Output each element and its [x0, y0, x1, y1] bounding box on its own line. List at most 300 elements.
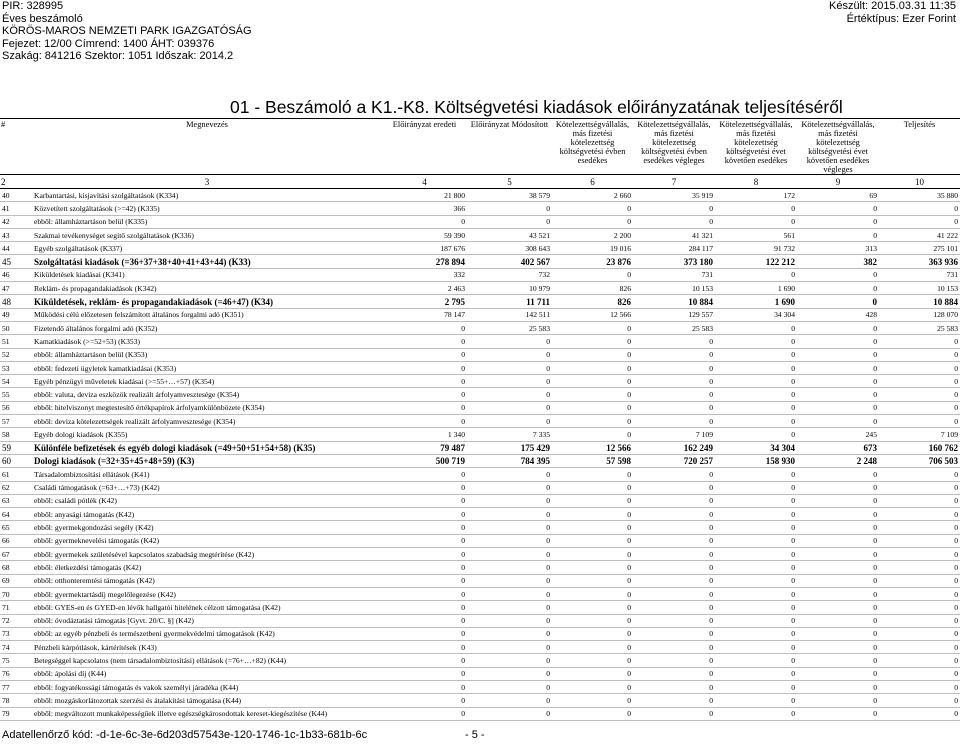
- row-value: 10 153: [879, 282, 960, 295]
- row-number: 66: [0, 534, 32, 547]
- row-value: 0: [382, 627, 467, 640]
- row-value: 0: [879, 468, 960, 481]
- row-value: 0: [797, 348, 879, 361]
- row-value: 34 304: [715, 441, 797, 454]
- row-value: 0: [715, 641, 797, 654]
- row-number: 61: [0, 468, 32, 481]
- row-value: 0: [797, 388, 879, 401]
- row-value: 0: [382, 401, 467, 414]
- row-value: 0: [797, 574, 879, 587]
- row-value: 21 800: [382, 189, 467, 202]
- row-value: 0: [633, 388, 715, 401]
- row-value: 25 583: [879, 321, 960, 334]
- row-value: 731: [633, 268, 715, 281]
- row-value: 0: [552, 361, 633, 374]
- row-value: 129 557: [633, 308, 715, 321]
- row-label: Szakmai tevékenységet segítő szolgáltatások (K336): [32, 228, 382, 241]
- row-label: Közvetített szolgáltatások (>=42) (K335): [32, 202, 382, 215]
- row-value: 0: [633, 587, 715, 600]
- row-label: Szolgáltatási kiadások (=36+37+38+40+41+43+44) (K33): [32, 255, 382, 268]
- verification-code: Adatellenőrző kód: -d-1e-6c-3e-6d203d57543e-120-1746-1c-1b33-681b-6c: [2, 729, 368, 741]
- row-value: 25 583: [633, 321, 715, 334]
- row-value: 0: [715, 601, 797, 614]
- row-value: 0: [467, 494, 552, 507]
- row-value: 0: [552, 627, 633, 640]
- row-value: 0: [879, 680, 960, 693]
- row-value: 2 200: [552, 228, 633, 241]
- row-value: 0: [633, 202, 715, 215]
- row-label: ebből: hitelviszonyt megtestesítő értékpapírok árfolyamkülönbözete (K354): [32, 401, 382, 414]
- row-value: 0: [797, 548, 879, 561]
- row-value: 0: [879, 415, 960, 428]
- row-number: 52: [0, 348, 32, 361]
- col-hash: #: [0, 119, 32, 175]
- row-number: 79: [0, 707, 32, 720]
- row-value: 0: [715, 348, 797, 361]
- row-label: ebből: anyasági támogatás (K42): [32, 508, 382, 521]
- row-value: 0: [797, 481, 879, 494]
- row-value: 673: [797, 441, 879, 454]
- row-value: 0: [552, 654, 633, 667]
- row-value: 0: [879, 361, 960, 374]
- row-label: ebből: fogyatékossági támogatás és vakok személyi járadéka (K44): [32, 680, 382, 693]
- report-meta: [829, 0, 956, 25]
- row-number: 48: [0, 295, 32, 308]
- row-number: 74: [0, 641, 32, 654]
- row-number: 73: [0, 627, 32, 640]
- row-value: 0: [552, 494, 633, 507]
- row-value: 175 429: [467, 441, 552, 454]
- table-row: [0, 574, 960, 587]
- row-value: 0: [382, 361, 467, 374]
- table-row: [0, 268, 960, 281]
- row-value: 0: [879, 494, 960, 507]
- row-number: 68: [0, 561, 32, 574]
- row-value: 0: [552, 561, 633, 574]
- row-label: ebből: deviza kötelezettségek realizált árfolyamvesztesége (K354): [32, 415, 382, 428]
- row-value: 0: [382, 654, 467, 667]
- row-value: 0: [797, 508, 879, 521]
- row-number: 47: [0, 282, 32, 295]
- table-row: [0, 428, 960, 441]
- row-value: 0: [797, 694, 879, 707]
- col-fulfillment: Teljesítés: [879, 119, 960, 175]
- row-value: 363 936: [879, 255, 960, 268]
- row-value: 0: [467, 707, 552, 720]
- row-number: 64: [0, 508, 32, 521]
- row-value: 0: [797, 587, 879, 600]
- row-value: 11 711: [467, 295, 552, 308]
- table-row: [0, 707, 960, 720]
- table-row: [0, 667, 960, 680]
- row-value: 0: [382, 614, 467, 627]
- row-value: 0: [879, 707, 960, 720]
- row-value: 500 719: [382, 454, 467, 467]
- row-value: 0: [633, 481, 715, 494]
- row-value: 0: [467, 601, 552, 614]
- row-value: 0: [879, 654, 960, 667]
- row-value: 0: [797, 601, 879, 614]
- column-header-row: [0, 119, 960, 175]
- row-value: 0: [633, 348, 715, 361]
- row-value: 0: [382, 481, 467, 494]
- row-value: 0: [715, 321, 797, 334]
- row-value: 0: [552, 548, 633, 561]
- row-value: 10 979: [467, 282, 552, 295]
- row-value: 0: [715, 361, 797, 374]
- row-label: Kamatkiadások (>=52+53) (K353): [32, 335, 382, 348]
- row-label: Működési célú előzetesen felszámított általános forgalmi adó (K351): [32, 308, 382, 321]
- table-row: [0, 587, 960, 600]
- row-value: 7 109: [633, 428, 715, 441]
- row-value: 7 335: [467, 428, 552, 441]
- row-value: 0: [633, 641, 715, 654]
- row-value: 0: [467, 548, 552, 561]
- row-value: 278 894: [382, 255, 467, 268]
- row-value: 160 762: [879, 441, 960, 454]
- row-value: 0: [633, 654, 715, 667]
- row-value: 245: [797, 428, 879, 441]
- row-number: 78: [0, 694, 32, 707]
- row-value: 0: [552, 481, 633, 494]
- row-value: 0: [552, 614, 633, 627]
- col-number: 5: [467, 175, 552, 189]
- row-value: 1 690: [715, 295, 797, 308]
- row-number: 49: [0, 308, 32, 321]
- row-label: ebből: államháztartáson belül (K335): [32, 215, 382, 228]
- col-number: 4: [382, 175, 467, 189]
- row-value: 0: [879, 627, 960, 640]
- row-value: 0: [797, 215, 879, 228]
- row-number: 55: [0, 388, 32, 401]
- row-value: 0: [633, 614, 715, 627]
- row-value: 0: [797, 202, 879, 215]
- row-value: 0: [879, 388, 960, 401]
- row-value: 0: [467, 401, 552, 414]
- row-value: 0: [552, 534, 633, 547]
- row-value: 0: [715, 707, 797, 720]
- row-value: 0: [879, 508, 960, 521]
- sector-info: Szakág: 841216 Szektor: 1051 Időszak: 2014.2: [2, 50, 234, 62]
- row-number: 46: [0, 268, 32, 281]
- col-commitment-current-year: Kötelezettségvállalás, más fizetési kötelezettség költségvetési évben esedékes: [552, 119, 633, 175]
- row-value: 0: [879, 202, 960, 215]
- row-label: ebből: családi pótlék (K42): [32, 494, 382, 507]
- row-value: 0: [467, 587, 552, 600]
- row-value: 0: [879, 521, 960, 534]
- row-number: 58: [0, 428, 32, 441]
- row-value: 0: [879, 481, 960, 494]
- row-label: Egyéb szolgáltatások (K337): [32, 242, 382, 255]
- row-number: 70: [0, 587, 32, 600]
- col-number: 6: [552, 175, 633, 189]
- col-original-appropriation: Előirányzat eredeti: [382, 119, 467, 175]
- row-value: 10 884: [879, 295, 960, 308]
- row-value: 308 643: [467, 242, 552, 255]
- row-value: 172: [715, 189, 797, 202]
- table-row: [0, 441, 960, 454]
- row-value: 0: [633, 494, 715, 507]
- row-value: 0: [382, 494, 467, 507]
- row-value: 826: [552, 295, 633, 308]
- row-value: 12 566: [552, 308, 633, 321]
- table-row: [0, 255, 960, 268]
- row-value: 0: [879, 587, 960, 600]
- row-value: 0: [467, 521, 552, 534]
- row-value: 57 598: [552, 454, 633, 467]
- table-row: [0, 321, 960, 334]
- row-number: 71: [0, 601, 32, 614]
- table-row: [0, 561, 960, 574]
- row-number: 50: [0, 321, 32, 334]
- row-value: 0: [715, 654, 797, 667]
- table-row: [0, 375, 960, 388]
- row-value: 0: [633, 534, 715, 547]
- row-value: 0: [715, 375, 797, 388]
- row-value: 826: [552, 282, 633, 295]
- row-value: 0: [879, 348, 960, 361]
- row-value: 91 732: [715, 242, 797, 255]
- row-value: 0: [552, 428, 633, 441]
- row-value: 0: [715, 388, 797, 401]
- row-label: Egyéb pénzügyi műveletek kiadásai (>=55+…+57) (K354): [32, 375, 382, 388]
- row-value: 720 257: [633, 454, 715, 467]
- row-value: 0: [879, 335, 960, 348]
- table-row: [0, 654, 960, 667]
- row-number: 57: [0, 415, 32, 428]
- row-value: 0: [633, 627, 715, 640]
- row-value: 1 690: [715, 282, 797, 295]
- row-value: 0: [797, 321, 879, 334]
- table-row: [0, 614, 960, 627]
- row-value: 0: [715, 508, 797, 521]
- row-value: 0: [715, 494, 797, 507]
- row-value: 0: [382, 694, 467, 707]
- row-value: 69: [797, 189, 879, 202]
- row-value: 0: [715, 587, 797, 600]
- row-value: 35 919: [633, 189, 715, 202]
- col-modified-appropriation: Előirányzat Módosított: [467, 119, 552, 175]
- row-label: Betegséggel kapcsolatos (nem társadalombiztosítási) ellátások (=76+…+82) (K44): [32, 654, 382, 667]
- row-value: 382: [797, 255, 879, 268]
- row-value: 0: [467, 694, 552, 707]
- table-row: [0, 601, 960, 614]
- row-value: 0: [382, 548, 467, 561]
- row-label: Társadalombiztosítási ellátások (K41): [32, 468, 382, 481]
- row-value: 0: [797, 534, 879, 547]
- report-type: Éves beszámoló: [2, 12, 83, 25]
- row-value: 0: [797, 667, 879, 680]
- table-row: [0, 202, 960, 215]
- chapter-info: Fejezet: 12/00 Címrend: 1400 ÁHT: 039376: [2, 37, 215, 50]
- row-value: 0: [382, 574, 467, 587]
- row-label: Kiküldetések, reklám- és propagandakiadások (=46+47) (K34): [32, 295, 382, 308]
- row-value: 0: [715, 268, 797, 281]
- row-value: 0: [552, 215, 633, 228]
- row-value: 0: [467, 614, 552, 627]
- row-value: 59 390: [382, 228, 467, 241]
- row-value: 0: [797, 521, 879, 534]
- row-value: 0: [382, 508, 467, 521]
- row-value: 0: [797, 561, 879, 574]
- row-value: 0: [633, 361, 715, 374]
- row-number: 69: [0, 574, 32, 587]
- row-value: 0: [382, 707, 467, 720]
- row-value: 0: [879, 215, 960, 228]
- created-date: Készült: 2015.03.31 11:35: [828, 0, 956, 12]
- row-label: Dologi kiadások (=32+35+45+48+59) (K3): [32, 454, 382, 467]
- row-value: 0: [382, 321, 467, 334]
- row-value: 0: [467, 468, 552, 481]
- page-title: 01 - Beszámoló a K1.-K8. Költségvetési kiadások előirányzatának teljesítéséről: [230, 97, 843, 117]
- row-value: 187 676: [382, 242, 467, 255]
- row-value: 0: [552, 587, 633, 600]
- row-value: 0: [467, 534, 552, 547]
- row-label: ebből: életkezdési támogatás (K42): [32, 561, 382, 574]
- row-value: 0: [797, 295, 879, 308]
- row-value: 0: [715, 561, 797, 574]
- row-label: Reklám- és propagandakiadások (K342): [32, 282, 382, 295]
- row-value: 2 660: [552, 189, 633, 202]
- row-value: 0: [382, 335, 467, 348]
- table-row: [0, 534, 960, 547]
- row-value: 0: [797, 494, 879, 507]
- row-value: 0: [552, 401, 633, 414]
- expenditure-table: [0, 118, 960, 721]
- row-value: 0: [467, 415, 552, 428]
- report-header: [2, 0, 252, 63]
- row-label: ebből: gyermektartásdíj megelőlegezése (K42): [32, 587, 382, 600]
- table-row: [0, 388, 960, 401]
- row-value: 0: [552, 641, 633, 654]
- row-value: 0: [467, 375, 552, 388]
- table-row: [0, 548, 960, 561]
- row-value: 25 583: [467, 321, 552, 334]
- row-label: ebből: államháztartáson belül (K353): [32, 348, 382, 361]
- row-value: 0: [715, 548, 797, 561]
- row-value: 0: [715, 428, 797, 441]
- row-number: 54: [0, 375, 32, 388]
- row-value: 162 249: [633, 441, 715, 454]
- row-value: 428: [797, 308, 879, 321]
- table-row: [0, 348, 960, 361]
- row-value: 0: [797, 468, 879, 481]
- row-value: 0: [797, 654, 879, 667]
- row-value: 0: [797, 268, 879, 281]
- table-row: [0, 508, 960, 521]
- col-commitment-current-year-final: Kötelezettségvállalás, más fizetési kötelezettség költségvetési évben esedékes végleges: [633, 119, 715, 175]
- row-label: Különféle befizetések és egyéb dologi kiadások (=49+50+51+54+58) (K35): [32, 441, 382, 454]
- row-value: 0: [467, 654, 552, 667]
- row-value: 23 876: [552, 255, 633, 268]
- row-value: 784 395: [467, 454, 552, 467]
- row-value: 0: [552, 321, 633, 334]
- row-value: 0: [715, 202, 797, 215]
- row-value: 0: [382, 375, 467, 388]
- row-value: 0: [467, 680, 552, 693]
- row-number: 75: [0, 654, 32, 667]
- row-number: 42: [0, 215, 32, 228]
- row-value: 78 147: [382, 308, 467, 321]
- row-value: 0: [552, 348, 633, 361]
- row-value: 284 117: [633, 242, 715, 255]
- row-value: 0: [382, 667, 467, 680]
- row-value: 402 567: [467, 255, 552, 268]
- row-label: ebből: valuta, deviza eszközök realizált árfolyamvesztesége (K354): [32, 388, 382, 401]
- row-value: 313: [797, 242, 879, 255]
- table-row: [0, 335, 960, 348]
- row-label: ebből: gyermeknevelési támogatás (K42): [32, 534, 382, 547]
- table-row: [0, 454, 960, 467]
- row-value: 0: [382, 215, 467, 228]
- row-value: 0: [633, 680, 715, 693]
- row-value: 0: [382, 388, 467, 401]
- row-value: 0: [797, 627, 879, 640]
- row-label: Pénzbeli kárpótlások, kártérítések (K43): [32, 641, 382, 654]
- row-value: 0: [879, 375, 960, 388]
- row-number: 62: [0, 481, 32, 494]
- col-number: 10: [879, 175, 960, 189]
- col-number: 8: [715, 175, 797, 189]
- row-value: 0: [552, 680, 633, 693]
- row-number: 41: [0, 202, 32, 215]
- row-number: 77: [0, 680, 32, 693]
- row-value: 0: [797, 641, 879, 654]
- row-value: 0: [797, 375, 879, 388]
- row-value: 0: [633, 335, 715, 348]
- row-value: 128 070: [879, 308, 960, 321]
- row-value: 0: [715, 680, 797, 693]
- row-number: 59: [0, 441, 32, 454]
- row-label: Egyéb dologi kiadások (K355): [32, 428, 382, 441]
- row-value: 366: [382, 202, 467, 215]
- row-number: 76: [0, 667, 32, 680]
- row-value: 0: [879, 548, 960, 561]
- row-label: ebből: otthonteremtési támogatás (K42): [32, 574, 382, 587]
- row-value: 0: [382, 561, 467, 574]
- row-value: 373 180: [633, 255, 715, 268]
- row-value: 0: [382, 587, 467, 600]
- row-number: 51: [0, 335, 32, 348]
- table-row: [0, 282, 960, 295]
- row-value: 0: [467, 335, 552, 348]
- row-label: ebből: ápolási díj (K44): [32, 667, 382, 680]
- row-label: ebből: gyermekek születésével kapcsolatos szabadság megtérítése (K42): [32, 548, 382, 561]
- row-value: 561: [715, 228, 797, 241]
- row-value: 7 109: [879, 428, 960, 441]
- row-value: 0: [467, 574, 552, 587]
- row-value: 0: [879, 694, 960, 707]
- row-value: 0: [467, 348, 552, 361]
- row-value: 0: [633, 415, 715, 428]
- row-value: 10 884: [633, 295, 715, 308]
- table-row: [0, 228, 960, 241]
- row-number: 63: [0, 494, 32, 507]
- table-row: [0, 189, 960, 202]
- col-number: 7: [633, 175, 715, 189]
- row-value: 0: [552, 468, 633, 481]
- row-value: 0: [715, 521, 797, 534]
- column-number-row: [0, 175, 960, 189]
- row-label: Karbantartási, kisjavítási szolgáltatások (K334): [32, 189, 382, 202]
- row-value: 2 795: [382, 295, 467, 308]
- row-value: 0: [552, 375, 633, 388]
- row-label: ebből: az egyéb pénzbeli és természetbeni gyermekvédelmi támogatások (K42): [32, 627, 382, 640]
- table-row: [0, 627, 960, 640]
- row-value: 0: [467, 202, 552, 215]
- col-name: Megnevezés: [32, 119, 382, 175]
- row-value: 0: [715, 534, 797, 547]
